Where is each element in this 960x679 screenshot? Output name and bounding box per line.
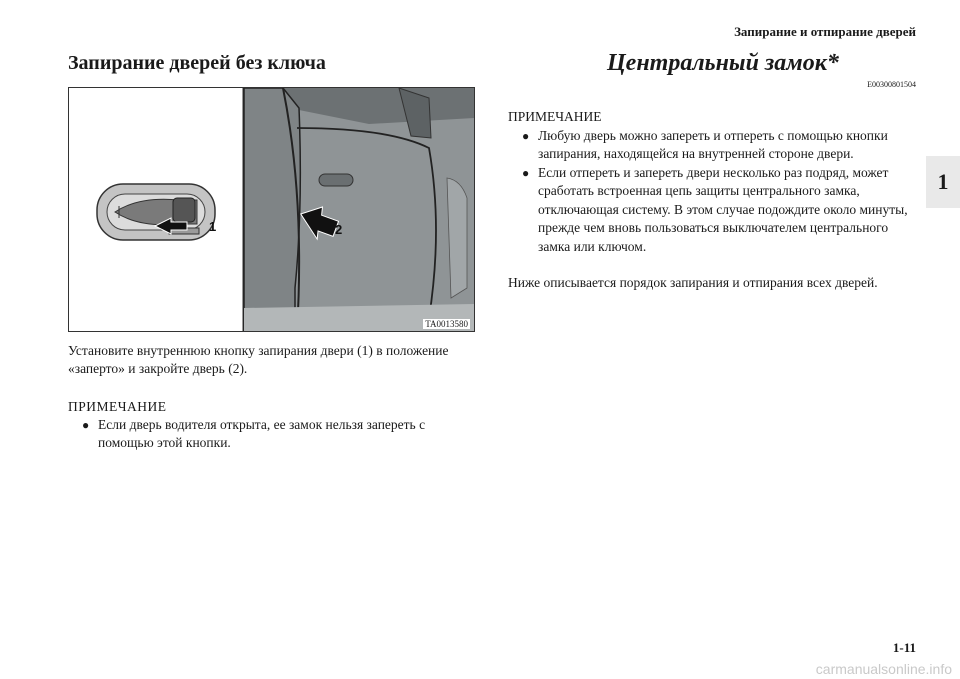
left-note-text: Если дверь водителя открыта, ее замок нельзя запереть с помощью этой кнопки. (98, 417, 426, 450)
door-lock-illustration (69, 88, 474, 331)
chapter-tab[interactable]: 1 (926, 156, 960, 208)
right-note-item (522, 164, 918, 257)
car-door-drawing (244, 88, 474, 331)
bullet-icon: ● (522, 165, 530, 180)
right-note-text: Если отпереть и запереть двери несколько раз подряд, может сработать встроенная цепь защиты центрального замка, отключающая систему. В этом случае подождите около минуты, прежде чем вновь пользоваться выключателем центрального замка или ключом. (538, 164, 908, 254)
watermark: carmanualsonline.info (815, 661, 952, 677)
callout-1: 1 (209, 219, 217, 234)
right-paragraph: Ниже описывается порядок запирания и отпирания всех дверей. (508, 275, 878, 290)
right-note-title: ПРИМЕЧАНИЕ (508, 109, 602, 124)
instruction-text: Установите внутреннюю кнопку запирания двери (1) в положение «заперто» и закройте дверь (2). (68, 343, 449, 376)
callout-2: 2 (335, 222, 343, 237)
figure-code: TA0013580 (425, 319, 468, 329)
left-note-item (82, 416, 468, 452)
right-section-title: Центральный замок* (607, 50, 839, 76)
right-body (508, 108, 918, 293)
left-note-title: ПРИМЕЧАНИЕ (68, 399, 167, 414)
door-lock-figure (68, 87, 475, 332)
bullet-icon: ● (522, 128, 530, 143)
page-number: 1-11 (892, 640, 916, 655)
bullet-icon: ● (82, 418, 90, 432)
right-note-text: Любую дверь можно запереть и отпереть с помощью кнопки запирания, находящейся на внутренней стороне двери. (538, 127, 888, 161)
left-body (68, 342, 468, 452)
right-note-item (522, 127, 918, 164)
right-section-code: E00300801504 (867, 80, 916, 89)
left-section-title: Запирание дверей без ключа (68, 52, 326, 74)
interior-handle-drawing (97, 184, 215, 240)
section-header-title: Запирание и отпирание дверей (734, 24, 916, 39)
